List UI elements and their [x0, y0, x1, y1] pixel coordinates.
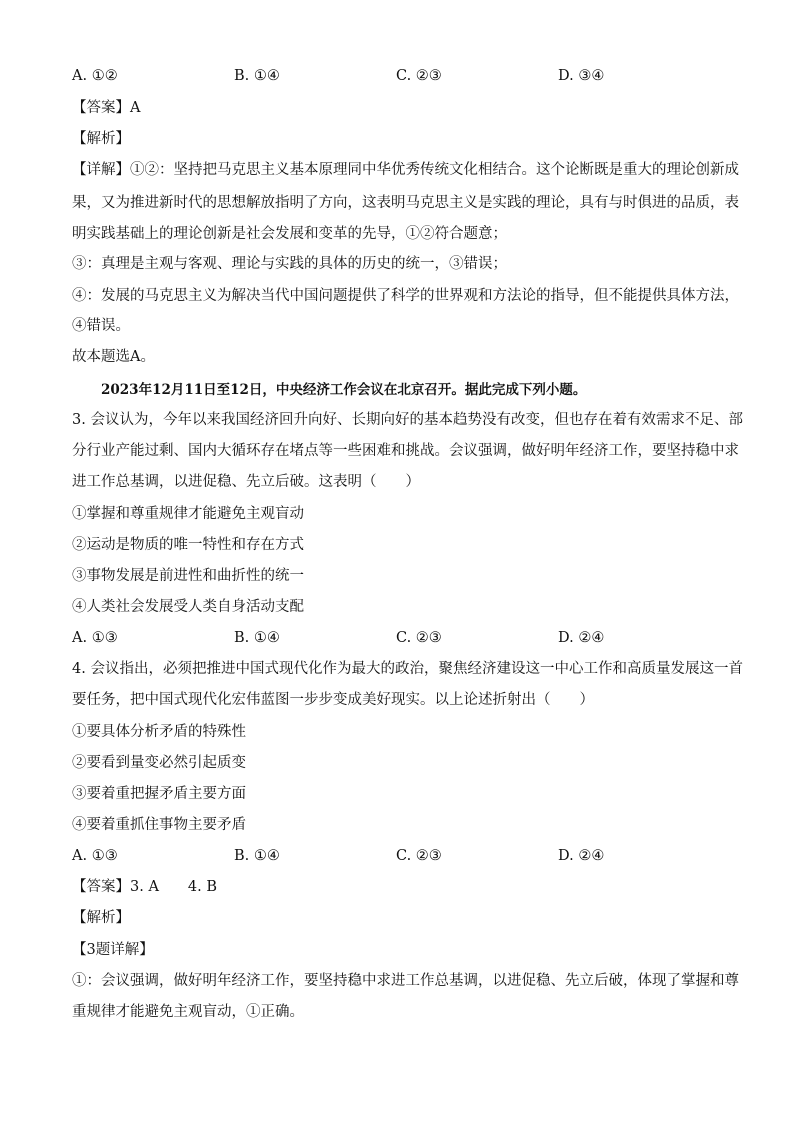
- analysis-3-4-label: 【解析】: [72, 910, 130, 926]
- q3-detail-label: 【3题详解】: [72, 942, 154, 958]
- q2-option-a: A. ①②: [72, 68, 118, 84]
- q2-analysis-label: 【解析】: [72, 131, 130, 147]
- q3-statement: ①掌握和尊重规律才能避免主观盲动: [72, 506, 304, 522]
- q2-answer: 【答案】A: [72, 100, 141, 116]
- q2-options: [72, 66, 730, 86]
- q2-option-c: C. ②③: [396, 68, 442, 84]
- q3-option-d: D. ②④: [558, 630, 605, 646]
- q4-option-a: A. ①③: [72, 848, 118, 864]
- q4-statement: ③要着重把握矛盾主要方面: [72, 786, 246, 802]
- q3-statement: ②运动是物质的唯一特性和存在方式: [72, 537, 304, 553]
- q4-statement: ②要看到量变必然引起质变: [72, 755, 246, 771]
- q2-detail-line: 【详解】①②：坚持把马克思主义基本原理同中华优秀传统文化相结合。这个论断既是重大的理论创新成: [72, 162, 739, 178]
- q2-detail-line: 明实践基础上的理论创新是社会发展和变革的先导，①②符合题意；: [72, 226, 507, 242]
- q2-detail-line: ④：发展的马克思主义为解决当代中国问题提供了科学的世界观和方法论的指导，但不能提供具体方法，: [72, 288, 739, 304]
- q2-option-b: B. ①④: [234, 68, 280, 84]
- q4-stem-line: 4. 会议指出，必须把推进中国式现代化作为最大的政治，聚焦经济建设这一中心工作和高质量发展这一首: [72, 661, 743, 677]
- q2-detail-line: 果，又为推进新时代的思想解放指明了方向，这表明马克思主义是实践的理论，具有与时俱进的品质，表: [72, 195, 739, 211]
- q3-option-b: B. ①④: [234, 630, 280, 646]
- q3-detail-line: ①：会议强调，做好明年经济工作，要坚持稳中求进工作总基调，以进促稳、先立后破，体现了掌握和尊: [72, 973, 739, 989]
- q2-option-d: D. ③④: [558, 68, 605, 84]
- q4-stem-line: 要任务，把中国式现代化宏伟蓝图一步步变成美好现实。以上论述折射出（ ）: [72, 692, 594, 708]
- q3-option-c: C. ②③: [396, 630, 442, 646]
- q3-options: [72, 628, 730, 648]
- q3-stem-line: 分行业产能过剩、国内大循环存在堵点等一些困难和挑战。会议强调，做好明年经济工作，要坚持稳中求: [72, 443, 739, 459]
- q3-detail-line: 重规律才能避免主观盲动，①正确。: [72, 1004, 304, 1020]
- q3-statement: ④人类社会发展受人类自身活动支配: [72, 599, 304, 615]
- q2-conclusion: 故本题选A。: [72, 349, 155, 365]
- q3-stem-line: 进工作总基调，以进促稳、先立后破。这表明（ ）: [72, 474, 420, 490]
- q2-detail-line: ④错误。: [72, 318, 130, 334]
- answer-3-4: 【答案】3. A 4. B: [72, 879, 218, 895]
- q4-options: [72, 846, 730, 866]
- q4-option-c: C. ②③: [396, 848, 442, 864]
- q2-detail-line: ③：真理是主观与客观、理论与实践的具体的历史的统一，③错误；: [72, 256, 507, 272]
- q4-statement: ④要着重抓住事物主要矛盾: [72, 817, 246, 833]
- q3-stem-line: 3. 会议认为，今年以来我国经济回升向好、长期向好的基本趋势没有改变，但也存在着有效需求不足、部: [72, 412, 743, 428]
- material-intro: 2023年12月11日至12日，中央经济工作会议在北京召开。据此完成下列小题。: [101, 382, 587, 398]
- q3-option-a: A. ①③: [72, 630, 118, 646]
- q4-option-b: B. ①④: [234, 848, 280, 864]
- q3-statement: ③事物发展是前进性和曲折性的统一: [72, 568, 304, 584]
- q4-option-d: D. ②④: [558, 848, 605, 864]
- q4-statement: ①要具体分析矛盾的特殊性: [72, 724, 246, 740]
